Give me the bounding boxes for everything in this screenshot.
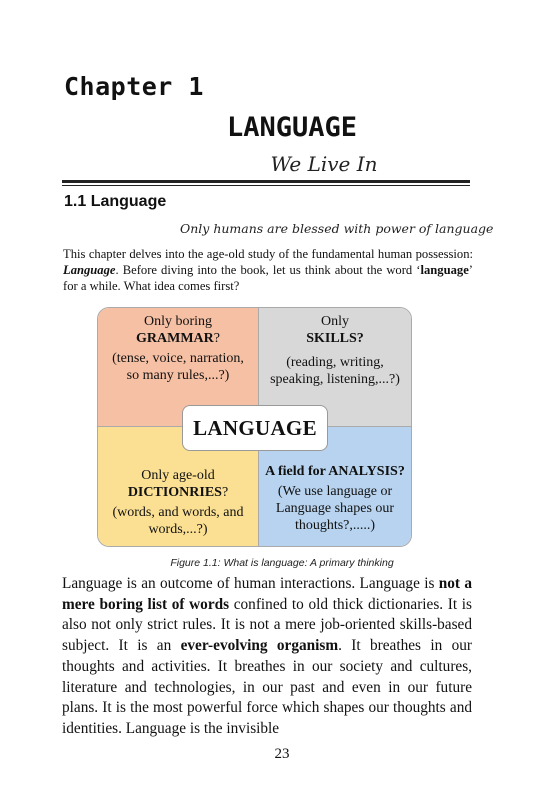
body-emphasis: not a mere boring list of words xyxy=(62,575,472,613)
chapter-label: Chapter 1 xyxy=(64,72,204,101)
epigraph: Only humans are blessed with power of language xyxy=(180,221,494,236)
body-emphasis: ever-evolving organism xyxy=(180,637,339,655)
quadrant-line: Only boring xyxy=(143,314,213,329)
body-text: Language is an outcome of human interactions. Language is xyxy=(62,575,439,592)
figure-center-label: LANGUAGE xyxy=(182,405,328,451)
page-number: 23 xyxy=(274,746,290,762)
quadrant-line: SKILLS? xyxy=(306,331,364,346)
quadrant-detail: (tense, voice, narration, xyxy=(112,351,244,366)
quadrant-detail: thoughts?,.....) xyxy=(294,518,376,533)
language-figure xyxy=(97,307,412,547)
quadrant-detail: speaking, listening,...?) xyxy=(270,372,400,387)
chapter-title: LANGUAGE xyxy=(226,112,358,143)
divider-thin xyxy=(62,185,470,186)
quadrant-line: A field for ANALYSIS? xyxy=(265,464,405,479)
body-text: . It breathes in our thoughts and activities. It breathes in our society and cultures, literature and technologies, in our past and even in our future plans. It is the most powerful force which shapes our thoughts and identities. Language is the invisible xyxy=(62,637,472,737)
quadrant-line: DICTIONRIES? xyxy=(127,485,229,500)
chapter-subtitle: We Live In xyxy=(270,152,378,176)
quadrant-line: GRAMMAR? xyxy=(136,331,220,346)
quadrant-detail: (We use language or xyxy=(277,484,393,499)
section-heading: 1.1 Language xyxy=(64,193,167,210)
quadrant-detail: words,...?) xyxy=(148,522,208,537)
quadrant-detail: Language shapes our xyxy=(275,501,395,516)
quadrant-line: Only age-old xyxy=(141,468,215,483)
figure-caption: Figure 1.1: What is language: A primary thinking xyxy=(170,557,394,569)
body-paragraph xyxy=(62,574,472,740)
intro-paragraph xyxy=(63,246,473,294)
quadrant-detail: (reading, writing, xyxy=(286,355,384,370)
quadrant-detail: (words, and words, and xyxy=(112,505,244,520)
intro-emphasis: Language xyxy=(63,263,116,277)
intro-emphasis: language xyxy=(420,263,469,277)
divider-thick xyxy=(62,180,470,183)
intro-text: This chapter delves into the age-old study of the fundamental human possession: xyxy=(63,247,473,261)
intro-text: ’ for a while. What idea comes first? xyxy=(63,263,473,293)
intro-text: . Before diving into the book, let us think about the word ‘ xyxy=(115,263,421,277)
body-text: confined to old thick dictionaries. It is also not only strict rules. It is not a mere job-oriented skills-based subject. It is an xyxy=(62,595,472,655)
quadrant-detail: so many rules,...?) xyxy=(126,368,230,383)
quadrant-line: Only xyxy=(321,314,349,329)
